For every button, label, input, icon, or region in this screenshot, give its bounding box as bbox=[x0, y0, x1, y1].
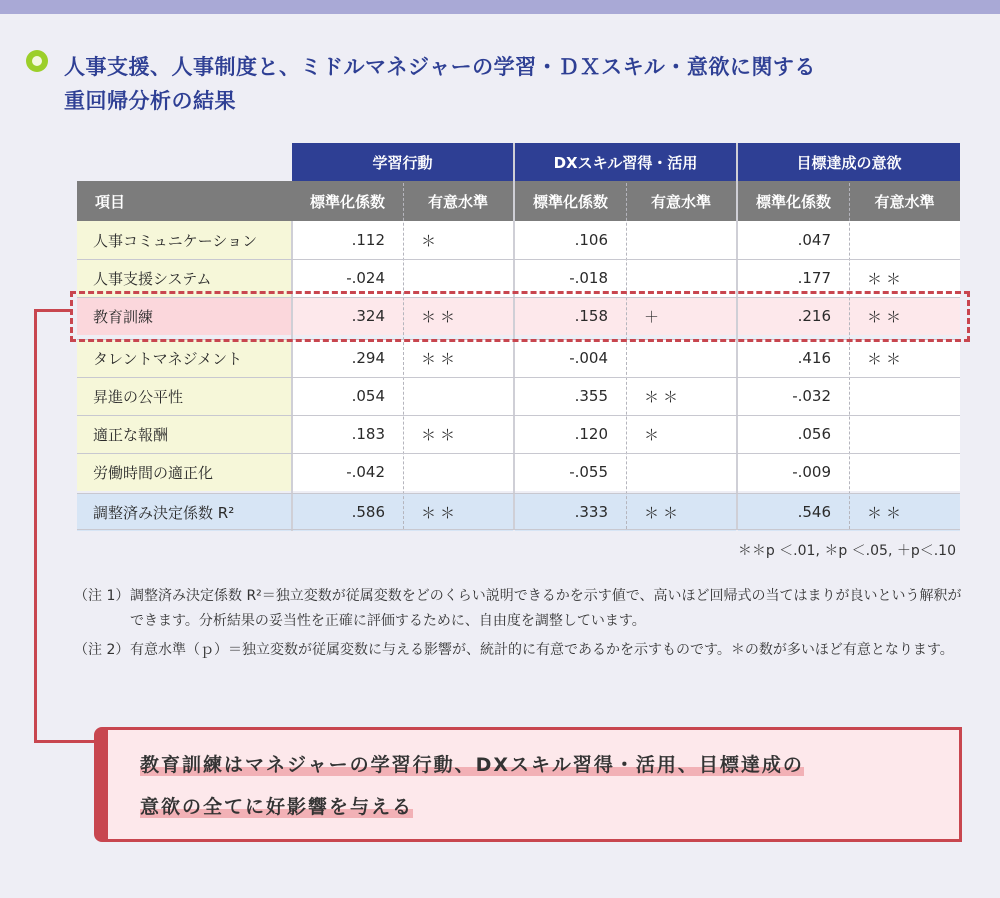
coefficient-cell: -.042 bbox=[292, 453, 403, 491]
title-line-1: 人事支援、人事制度と、ミドルマネジャーの学習・ＤＸスキル・意欲に関する bbox=[64, 55, 816, 79]
row-work-hours bbox=[77, 453, 960, 491]
connector-line-vertical bbox=[34, 309, 37, 742]
top-bar bbox=[0, 0, 1000, 14]
row-label: 昇進の公平性 bbox=[77, 377, 292, 415]
significance-cell bbox=[403, 453, 513, 491]
significance-cell: ＊＊ bbox=[626, 377, 736, 415]
row-divider bbox=[77, 259, 960, 260]
significance-cell: ＊ bbox=[626, 415, 736, 453]
significance-legend: ＊＊p ＜.01, ＊p ＜.05, ＋p＜.10 bbox=[737, 543, 956, 559]
coefficient-cell: .216 bbox=[738, 297, 849, 335]
coefficient-cell: .183 bbox=[292, 415, 403, 453]
coefficient-cell: .056 bbox=[738, 415, 849, 453]
significance-cell: ＋ bbox=[626, 297, 736, 335]
column-header-row bbox=[77, 181, 960, 221]
coefficient-cell: .294 bbox=[292, 339, 403, 377]
grid-line bbox=[291, 221, 293, 531]
column-header-coef-3: 標準化係数 bbox=[755, 192, 831, 211]
significance-cell bbox=[849, 415, 960, 453]
note-1-tag: （注 1） bbox=[74, 588, 130, 604]
row-label: 適正な報酬 bbox=[77, 415, 292, 453]
coefficient-cell: .112 bbox=[292, 221, 403, 259]
coefficient-cell: .054 bbox=[292, 377, 403, 415]
coefficient-cell: -.055 bbox=[515, 453, 626, 491]
significance-cell bbox=[849, 221, 960, 259]
significance-cell bbox=[626, 339, 736, 377]
notes bbox=[74, 584, 964, 667]
significance-cell: ＊＊ bbox=[403, 339, 513, 377]
connector-line-top bbox=[34, 309, 70, 312]
callout-line-2: 意欲の全てに好影響を与える bbox=[140, 796, 414, 818]
coefficient-cell: -.009 bbox=[738, 453, 849, 491]
row-divider bbox=[77, 415, 960, 416]
column-header-sig-3: 有意水準 bbox=[874, 192, 935, 211]
row-divider bbox=[77, 377, 960, 378]
row-label: タレントマネジメント bbox=[77, 339, 292, 377]
significance-cell: ＊＊ bbox=[849, 297, 960, 335]
group-header-dx: DXスキル習得・活用 bbox=[515, 143, 736, 181]
row-talent-management bbox=[77, 339, 960, 377]
highlight-dashed-frame bbox=[70, 291, 970, 342]
coefficient-cell: .586 bbox=[292, 493, 403, 531]
dashed-divider bbox=[403, 183, 404, 529]
row-divider bbox=[77, 493, 960, 494]
row-hr-communication bbox=[77, 221, 960, 259]
note-2 bbox=[74, 638, 964, 663]
conclusion-callout bbox=[94, 727, 962, 842]
row-label: 調整済み決定係数 R² bbox=[77, 493, 292, 531]
significance-cell: ＊ bbox=[403, 221, 513, 259]
significance-cell bbox=[626, 453, 736, 491]
coefficient-cell: .158 bbox=[515, 297, 626, 335]
significance-cell: ＊＊ bbox=[403, 297, 513, 335]
significance-cell: ＊＊ bbox=[849, 259, 960, 297]
significance-cell bbox=[403, 377, 513, 415]
column-header-sig-2: 有意水準 bbox=[650, 192, 711, 211]
significance-cell: ＊＊ bbox=[403, 415, 513, 453]
note-2-text: 有意水準（ｐ）＝独立変数が従属変数に与える影響が、統計的に有意であるかを示すものです。＊の数が多いほど有意となります。 bbox=[130, 642, 954, 658]
row-adjusted-r2 bbox=[77, 493, 960, 531]
dashed-divider bbox=[849, 183, 850, 529]
note-2-tag: （注 2） bbox=[74, 642, 130, 658]
column-header-sig-1: 有意水準 bbox=[427, 192, 488, 211]
coefficient-cell: -.024 bbox=[292, 259, 403, 297]
row-label: 人事支援システム bbox=[77, 259, 292, 297]
coefficient-cell: .546 bbox=[738, 493, 849, 531]
significance-cell bbox=[849, 453, 960, 491]
coefficient-cell: .416 bbox=[738, 339, 849, 377]
significance-cell bbox=[849, 377, 960, 415]
bullet-ring-icon bbox=[26, 50, 48, 72]
significance-cell: ＊＊ bbox=[626, 493, 736, 531]
title-line-2: 重回帰分析の結果 bbox=[64, 89, 236, 113]
significance-cell bbox=[626, 221, 736, 259]
dashed-divider bbox=[626, 183, 627, 529]
row-fair-pay bbox=[77, 415, 960, 453]
row-promotion-fairness bbox=[77, 377, 960, 415]
coefficient-cell: .333 bbox=[515, 493, 626, 531]
connector-line-bottom bbox=[34, 740, 94, 743]
group-header-learning: 学習行動 bbox=[292, 143, 513, 181]
coefficient-cell: .324 bbox=[292, 297, 403, 335]
row-label: 労働時間の適正化 bbox=[77, 453, 292, 491]
column-header-coef-2: 標準化係数 bbox=[532, 192, 608, 211]
group-header-motivation: 目標達成の意欲 bbox=[738, 143, 960, 181]
significance-cell: ＊＊ bbox=[403, 493, 513, 531]
row-label: 教育訓練 bbox=[77, 297, 292, 335]
column-header-item: 項目 bbox=[95, 192, 126, 211]
coefficient-cell: -.032 bbox=[738, 377, 849, 415]
significance-cell: ＊＊ bbox=[849, 339, 960, 377]
row-divider bbox=[77, 453, 960, 454]
page-title bbox=[26, 50, 966, 118]
note-1 bbox=[74, 584, 964, 634]
coefficient-cell: .355 bbox=[515, 377, 626, 415]
coefficient-cell: -.004 bbox=[515, 339, 626, 377]
coefficient-cell: .106 bbox=[515, 221, 626, 259]
significance-cell: ＊＊ bbox=[849, 493, 960, 531]
coefficient-cell: .177 bbox=[738, 259, 849, 297]
note-1-text: 調整済み決定係数 R²＝独立変数が従属変数をどのくらい説明できるかを示す値で、高いほど回帰式の当てはまりが良いという解釈ができます。分析結果の妥当性を正確に評価するために、自由度を調整しています。 bbox=[130, 588, 962, 629]
row-divider bbox=[77, 529, 960, 530]
coefficient-cell: -.018 bbox=[515, 259, 626, 297]
callout-line-1: 教育訓練はマネジャーの学習行動、DXスキル習得・活用、目標達成の bbox=[140, 754, 804, 776]
row-label: 人事コミュニケーション bbox=[77, 221, 292, 259]
coefficient-cell: .120 bbox=[515, 415, 626, 453]
column-header-coef-1: 標準化係数 bbox=[309, 192, 385, 211]
coefficient-cell: .047 bbox=[738, 221, 849, 259]
